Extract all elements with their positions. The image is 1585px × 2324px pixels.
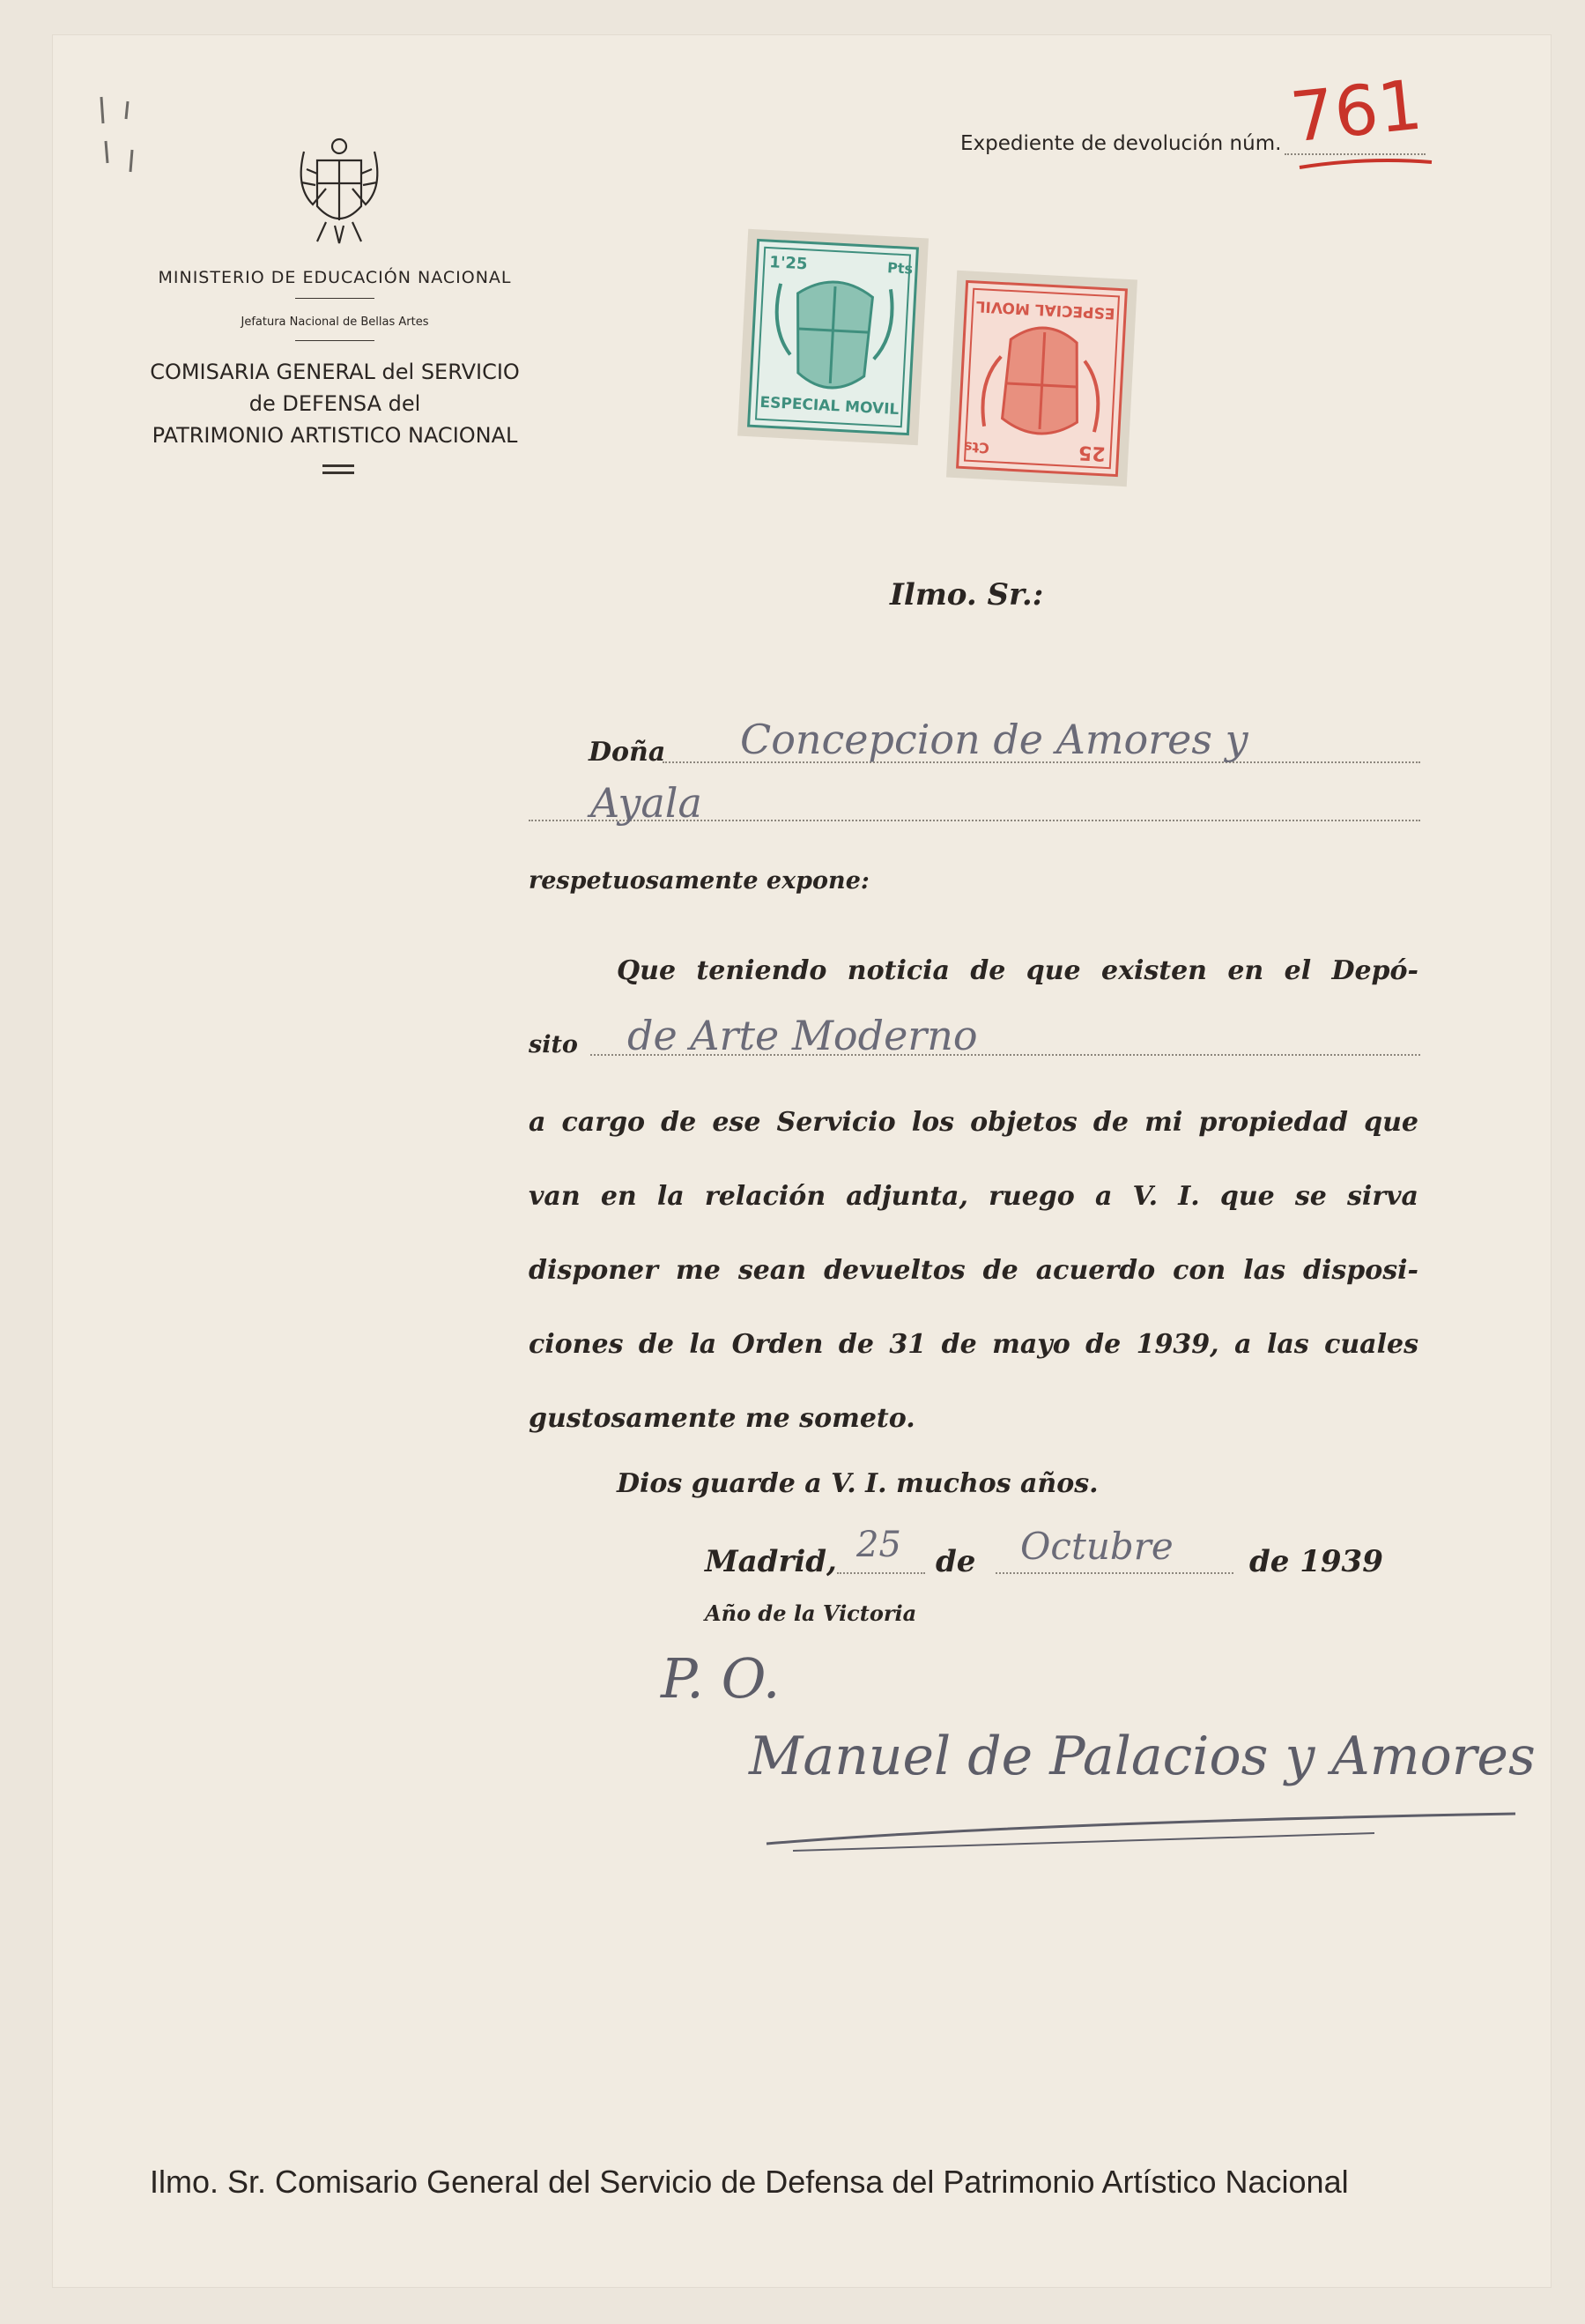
signature: Manuel de Palacios y Amores bbox=[749, 1726, 1536, 1787]
coat-of-arms-logo bbox=[291, 134, 388, 249]
jefatura-name: Jefatura Nacional de Bellas Artes bbox=[241, 316, 429, 329]
divider-double bbox=[322, 464, 354, 467]
expediente-label: Expediente de devolución núm. bbox=[960, 132, 1282, 155]
body-line-4: van en la relación adjunta, ruego a V. I. que se sirva bbox=[529, 1181, 1418, 1212]
body-line-7: gustosamente me someto. bbox=[529, 1403, 915, 1434]
body-line-1: Que teniendo noticia de que existen en el Depó- bbox=[617, 955, 1418, 986]
comisaria-line-3: PATRIMONIO ARTISTICO NACIONAL bbox=[152, 423, 518, 448]
date-de: de bbox=[936, 1544, 976, 1579]
dona-label: Doña bbox=[589, 737, 666, 768]
ano-victoria: Año de la Victoria bbox=[705, 1600, 917, 1626]
dona-name-2: Ayala bbox=[590, 779, 702, 827]
body-line-6: ciones de la Orden de 31 de mayo de 1939, a las cuales bbox=[529, 1329, 1418, 1360]
month-rule bbox=[996, 1572, 1233, 1574]
date-place: Madrid, bbox=[705, 1544, 837, 1579]
sito-label: sito bbox=[529, 1031, 578, 1058]
ministry-name: MINISTERIO DE EDUCACIÓN NACIONAL bbox=[158, 268, 512, 287]
dona-name-1: Concepcion de Amores y bbox=[740, 716, 1248, 763]
stamp-red bbox=[946, 271, 1137, 486]
date-day: 25 bbox=[856, 1525, 901, 1565]
salutation: Ilmo. Sr.: bbox=[890, 577, 1044, 613]
body-line-5: disponer me sean devueltos de acuerdo con las disposi- bbox=[529, 1255, 1418, 1286]
footer-addressee: Ilmo. Sr. Comisario General del Servicio de Defensa del Patrimonio Artístico Nacional bbox=[150, 2164, 1349, 2200]
po-mark: P. O. bbox=[661, 1646, 781, 1711]
date-year: de 1939 bbox=[1249, 1544, 1383, 1579]
stamp-green-text: ESPECIAL MOVIL bbox=[759, 393, 900, 420]
stamp-green bbox=[737, 229, 929, 445]
stamp-red-text: ESPECIAL MOVIL bbox=[975, 296, 1115, 323]
day-rule bbox=[837, 1572, 925, 1574]
stamp-red-unit: Cts bbox=[963, 438, 990, 457]
divider bbox=[295, 340, 374, 341]
closing-text: Dios guarde a V. I. muchos años. bbox=[617, 1468, 1099, 1499]
sito-value: de Arte Moderno bbox=[627, 1012, 978, 1059]
body-line-3: a cargo de ese Servicio los objetos de mi propiedad que bbox=[529, 1107, 1418, 1138]
comisaria-line-2: de DEFENSA del bbox=[248, 391, 421, 416]
comisaria-name bbox=[132, 356, 537, 451]
expediente-number: 761 bbox=[1286, 65, 1426, 159]
expone-text: respetuosamente expone: bbox=[529, 867, 870, 895]
divider bbox=[295, 298, 374, 299]
divider-double bbox=[322, 471, 354, 474]
stamp-green-unit: Pts bbox=[886, 259, 914, 278]
signature-flourish bbox=[758, 1798, 1533, 1860]
margin-marks bbox=[84, 88, 154, 203]
expediente-underline bbox=[1295, 150, 1436, 176]
stamp-red-value: 25 bbox=[1078, 441, 1107, 464]
date-month: Octubre bbox=[1020, 1525, 1174, 1568]
stamp-green-value: 1'25 bbox=[768, 253, 808, 274]
comisaria-line-1: COMISARIA GENERAL del SERVICIO bbox=[150, 360, 520, 384]
